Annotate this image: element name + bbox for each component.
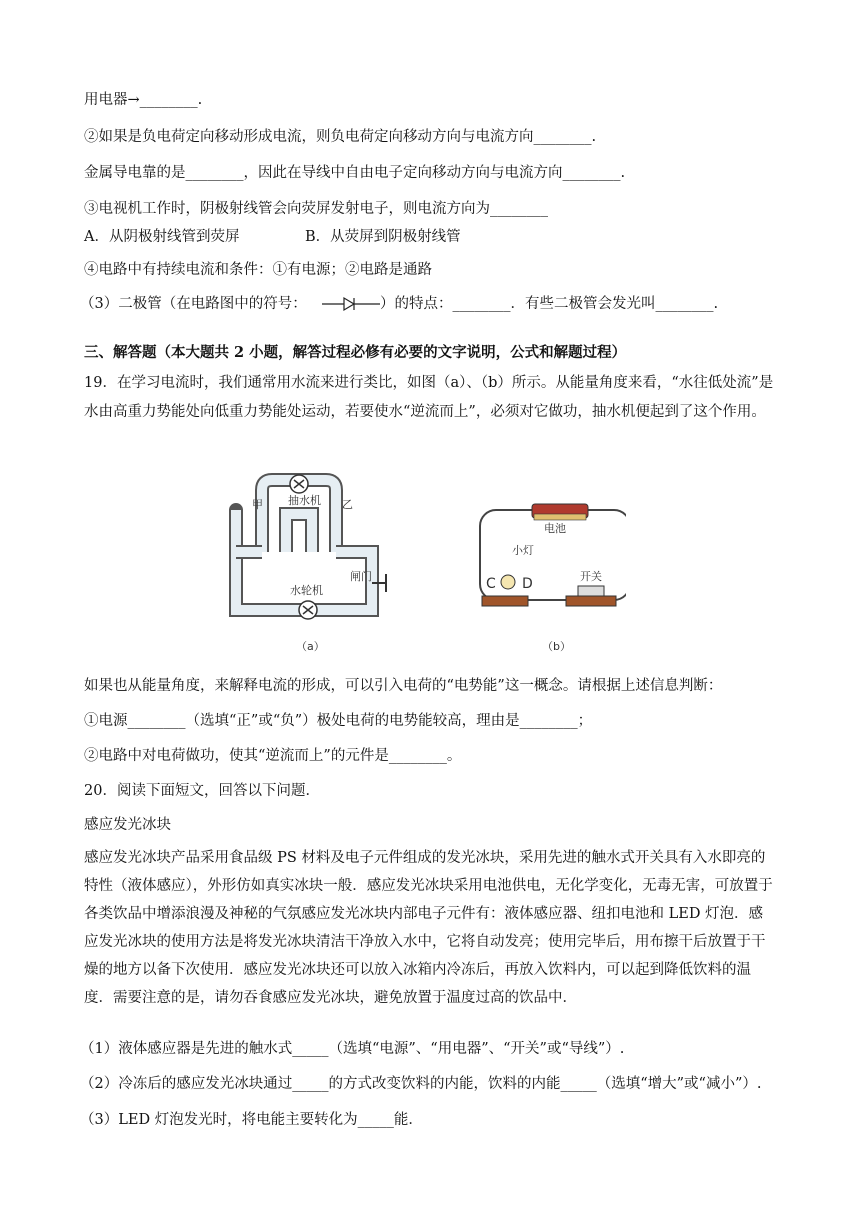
question-20-part-3: （3）LED 灯泡发光时，将电能主要转化为_____能． [80, 1112, 423, 1128]
question-20-part-1: （1）液体感应器是先进的触水式_____（选填“电源”、“用电器”、“开关”或“导线”）. [80, 1041, 625, 1057]
electric-circuit-diagram [480, 504, 626, 653]
text-line-7b: ）的特点：________．有些二极管会发光叫________. [380, 296, 719, 312]
valve-label: 闸门 [350, 570, 372, 583]
text-line-6: ④电路中有持续电流和条件：①有电源；②电路是通路 [84, 262, 432, 278]
water-circuit-figure [226, 470, 626, 660]
d-label: D [522, 576, 533, 592]
question-19-intro: 如果也从能量角度，来解释电流的形成，可以引入电荷的“电势能”这一概念。请根据上述信息判断： [84, 678, 723, 694]
caption-a: （a） [296, 640, 325, 653]
text-line-3: 金属导电靠的是________，因此在导线中自由电子定向移动方向与电流方向________. [84, 165, 626, 181]
diode-symbol [322, 295, 380, 313]
question-20: 20．阅读下面短文，回答以下问题． [84, 783, 320, 799]
text-line-1: 用电器→________. [84, 92, 203, 108]
lamp-label: 小灯 [512, 544, 534, 557]
water-pipe-diagram [236, 475, 386, 653]
question-19: 19．在学习电流时，我们通常用水流来进行类比，如图（a）、（b）所示。从能量角度来看，“水往低处流”是水由高重力势能处向低重力势能处运动，若要使水“逆流而上”，必须对它做功，抽水机便起到了这个作用。 [84, 375, 774, 420]
question-19-part-2: ②电路中对电荷做功，使其“逆流而上”的元件是________。 [84, 748, 462, 764]
text-line-2: ②如果是负电荷定向移动形成电流，则负电荷定向移动方向与电流方向________. [84, 129, 597, 145]
option-b: B．从荧屏到阴极射线管 [305, 229, 461, 245]
c-label: C [486, 576, 496, 592]
passage-title: 感应发光冰块 [84, 817, 171, 833]
section-3-heading: 三、解答题（本大题共 2 小题，解答过程必修有必要的文字说明，公式和解题过程） [84, 344, 627, 361]
text-line-7a: （3）二极管（在电路图中的符号： [80, 296, 307, 312]
caption-b: （b） [542, 640, 571, 653]
option-a: A．从阴极射线管到荧屏 [84, 229, 240, 245]
switch-label: 开关 [580, 570, 602, 583]
question-19-part-1: ①电源________（选填“正”或“负”）极处电荷的电势能较高，理由是________； [84, 713, 593, 729]
text-line-4: ③电视机工作时，阴极射线管会向荧屏发射电子，则电流方向为________ [84, 201, 548, 217]
jia-label: 甲 [252, 498, 263, 511]
passage-body: 感应发光冰块产品采用食品级 PS 材料及电子元件组成的发光冰块，采用先进的触水式开关具有入水即亮的特性（液体感应），外形仿如真实冰块一般．感应发光冰块采用电池供电，无化学变化，无毒无害，可放置于各类饮品中增添浪漫及神秘的气氛感应发光冰块内部电子元件有：液体感应器、纽扣电池和 LED 灯泡．感应发光冰块的使用方法是将发光冰块清洁干净放入水中，它将自动发亮；使用完毕后，用布擦干后放置于干燥的地方以备下次使用．感应发光冰块还可以放入冰箱内冷冻后，再放入饮料内，可以起到降低饮料的温度．需要注意的是，请勿吞食感应发光冰块，避免放置于温度过高的饮品中． [84, 850, 773, 1006]
yi-label: 乙 [342, 498, 353, 511]
battery-label: 电池 [544, 522, 566, 535]
question-20-part-2: （2）冷冻后的感应发光冰块通过_____的方式改变饮料的内能，饮料的内能_____（选填“增大”或“减小”）. [80, 1076, 762, 1092]
turbine-label: 水轮机 [290, 584, 323, 597]
pump-label: 抽水机 [288, 494, 321, 507]
